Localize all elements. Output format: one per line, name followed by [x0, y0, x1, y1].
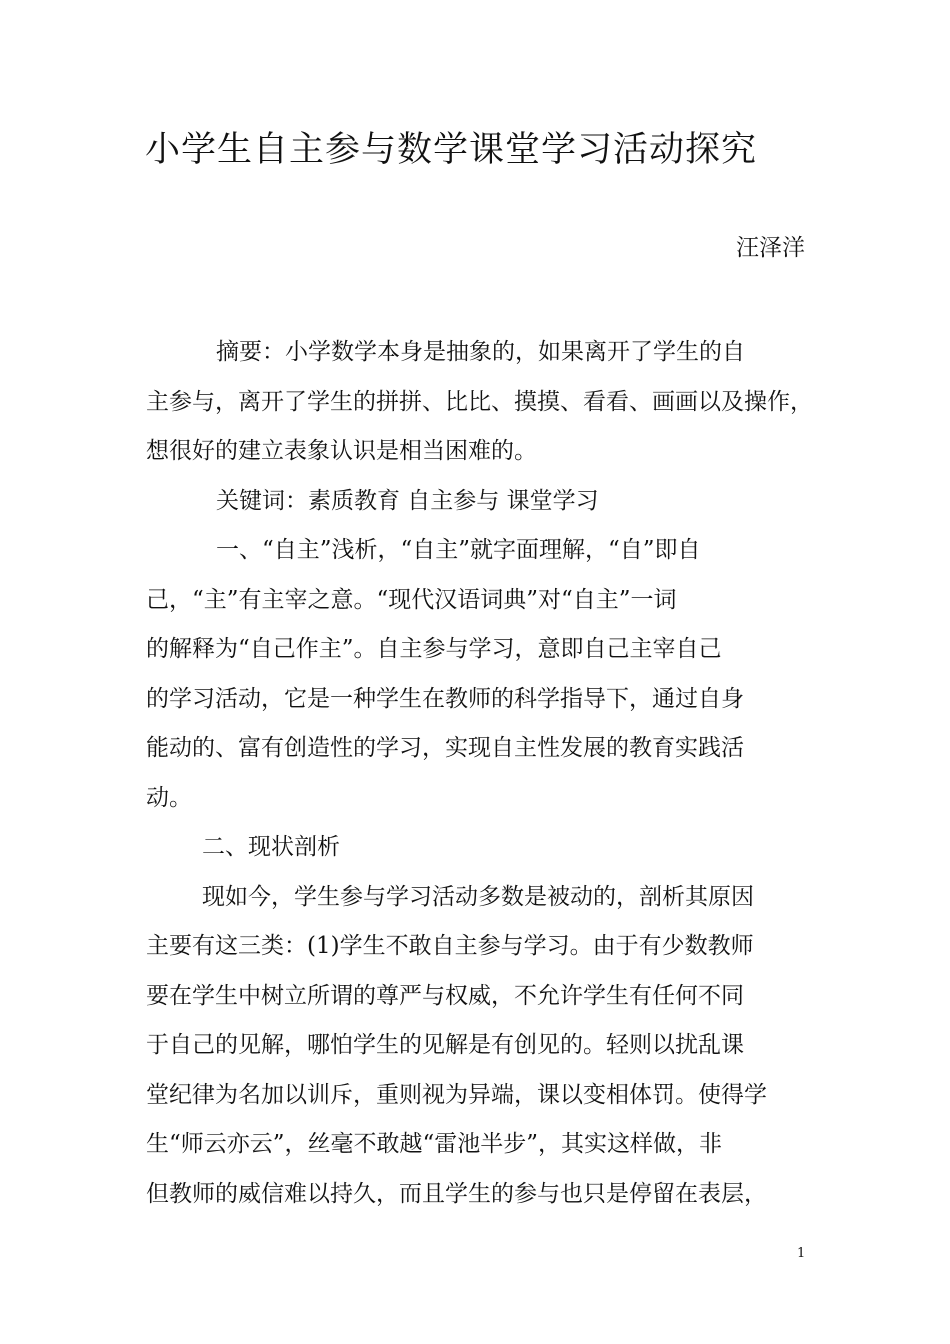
section-2-line: 堂纪律为名加以训斥，重则视为异端，课以变相体罚。使得学: [146, 1081, 767, 1108]
abstract-paragraph: [146, 328, 813, 477]
abstract-line: 摘要：小学数学本身是抽象的，如果离开了学生的自: [216, 339, 745, 365]
abstract-line: 想很好的建立表象认识是相当困难的。: [146, 438, 537, 464]
document-body: [146, 328, 813, 1219]
section-2-line: 但教师的威信难以持久，而且学生的参与也只是停留在表层，: [146, 1180, 767, 1207]
section-2-line: 主要有这三类：(1)学生不敢自主参与学习。由于有少数教师: [146, 933, 754, 959]
author-name: 汪泽洋: [736, 235, 805, 261]
section-2-heading: 二、现状剖析: [202, 834, 340, 860]
page-number: 1: [797, 1246, 806, 1261]
section-1-line: 己，“主”有主宰之意。“现代汉语词典”对“自主”一词: [146, 586, 677, 613]
section-2-line: 要在学生中树立所谓的尊严与权威，不允许学生有任何不同: [146, 982, 744, 1009]
section-2-line: 现如今，学生参与学习活动多数是被动的，剖析其原因: [202, 883, 754, 910]
section-1-line: 的解释为“自己作主”。自主参与学习，意即自己主宰自己: [146, 636, 722, 662]
section-2-line: 生“师云亦云”，丝毫不敢越“雷池半步”，其实这样做，非: [146, 1131, 723, 1157]
section-1-line: 能动的、富有创造性的学习，实现自主性发展的教育实践活: [146, 735, 744, 761]
section-1-line: 动。: [146, 784, 192, 811]
keywords-line: 关键词：素质教育 自主参与 课堂学习: [216, 487, 599, 514]
abstract-line: 主参与，离开了学生的拼拼、比比、摸摸、看看、画画以及操作，: [146, 388, 813, 415]
section-2-line: 于自己的见解，哪怕学生的见解是有创见的。轻则以扰乱课: [146, 1032, 744, 1058]
document-title: 小学生自主参与数学课堂学习活动探究: [145, 130, 758, 170]
section-1-line: 的学习活动，它是一种学生在教师的科学指导下，通过自身: [146, 685, 744, 712]
section-2-paragraph: [146, 873, 806, 1220]
section-1-paragraph: [146, 526, 806, 823]
section-1-line: 一、“自主”浅析，“自主”就字面理解，“自”即自: [216, 537, 701, 563]
